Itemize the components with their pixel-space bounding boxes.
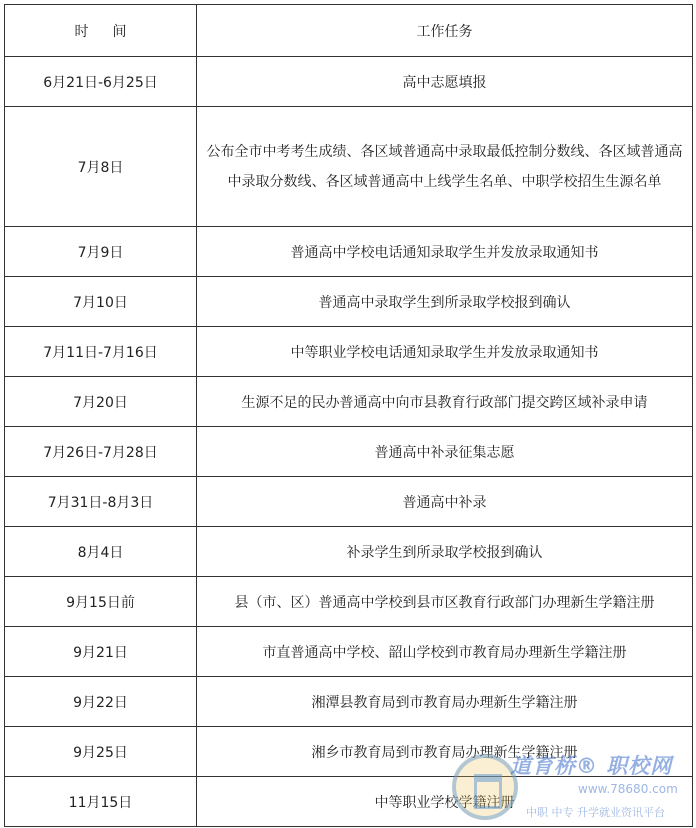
table-header-row <box>5 5 693 57</box>
row-task: 中等职业学校电话通知录取学生并发放录取通知书 <box>197 327 693 377</box>
row-time: 7月8日 <box>5 107 197 227</box>
row-time: 7月11日-7月16日 <box>5 327 197 377</box>
row-task: 高中志愿填报 <box>197 57 693 107</box>
header-task: 工作任务 <box>197 5 693 57</box>
table-row <box>5 677 693 727</box>
table-row <box>5 227 693 277</box>
watermark-slogan: 中职 中专 升学就业资讯平台 <box>526 806 665 819</box>
row-task: 补录学生到所录取学校报到确认 <box>197 527 693 577</box>
row-time: 9月15日前 <box>5 577 197 627</box>
table-row <box>5 277 693 327</box>
row-time: 7月9日 <box>5 227 197 277</box>
row-time: 7月10日 <box>5 277 197 327</box>
table-row <box>5 577 693 627</box>
row-task: 普通高中录取学生到所录取学校报到确认 <box>197 277 693 327</box>
watermark-url: www.78680.com <box>578 782 678 796</box>
table-row <box>5 377 693 427</box>
table-row <box>5 727 693 777</box>
schedule-table <box>4 4 693 827</box>
row-time: 9月21日 <box>5 627 197 677</box>
row-time: 9月25日 <box>5 727 197 777</box>
row-task: 市直普通高中学校、韶山学校到市教育局办理新生学籍注册 <box>197 627 693 677</box>
row-time: 7月31日-8月3日 <box>5 477 197 527</box>
row-task: 生源不足的民办普通高中向市县教育行政部门提交跨区域补录申请 <box>197 377 693 427</box>
row-time: 9月22日 <box>5 677 197 727</box>
watermark-brand: 道育桥® 职校网 <box>510 754 673 778</box>
table-row <box>5 477 693 527</box>
row-task: 普通高中补录 <box>197 477 693 527</box>
row-task: 普通高中补录征集志愿 <box>197 427 693 477</box>
table-row <box>5 327 693 377</box>
row-time: 7月20日 <box>5 377 197 427</box>
table-row <box>5 527 693 577</box>
table-row <box>5 627 693 677</box>
table-row <box>5 777 693 827</box>
row-time: 11月15日 <box>5 777 197 827</box>
row-time: 6月21日-6月25日 <box>5 57 197 107</box>
row-task: 湘乡市教育局到市教育局办理新生学籍注册 <box>197 727 693 777</box>
row-task: 中等职业学校学籍注册 <box>197 777 693 827</box>
table-row <box>5 57 693 107</box>
table-row <box>5 427 693 477</box>
row-task: 县（市、区）普通高中学校到县市区教育行政部门办理新生学籍注册 <box>197 577 693 627</box>
header-time: 时 间 <box>5 5 197 57</box>
row-time: 7月26日-7月28日 <box>5 427 197 477</box>
row-task: 普通高中学校电话通知录取学生并发放录取通知书 <box>197 227 693 277</box>
row-task: 湘潭县教育局到市教育局办理新生学籍注册 <box>197 677 693 727</box>
row-time: 8月4日 <box>5 527 197 577</box>
row-task: 公布全市中考考生成绩、各区域普通高中录取最低控制分数线、各区域普通高中录取分数线、各区域普通高中上线学生名单、中职学校招生生源名单 <box>197 107 693 227</box>
table-row <box>5 107 693 227</box>
